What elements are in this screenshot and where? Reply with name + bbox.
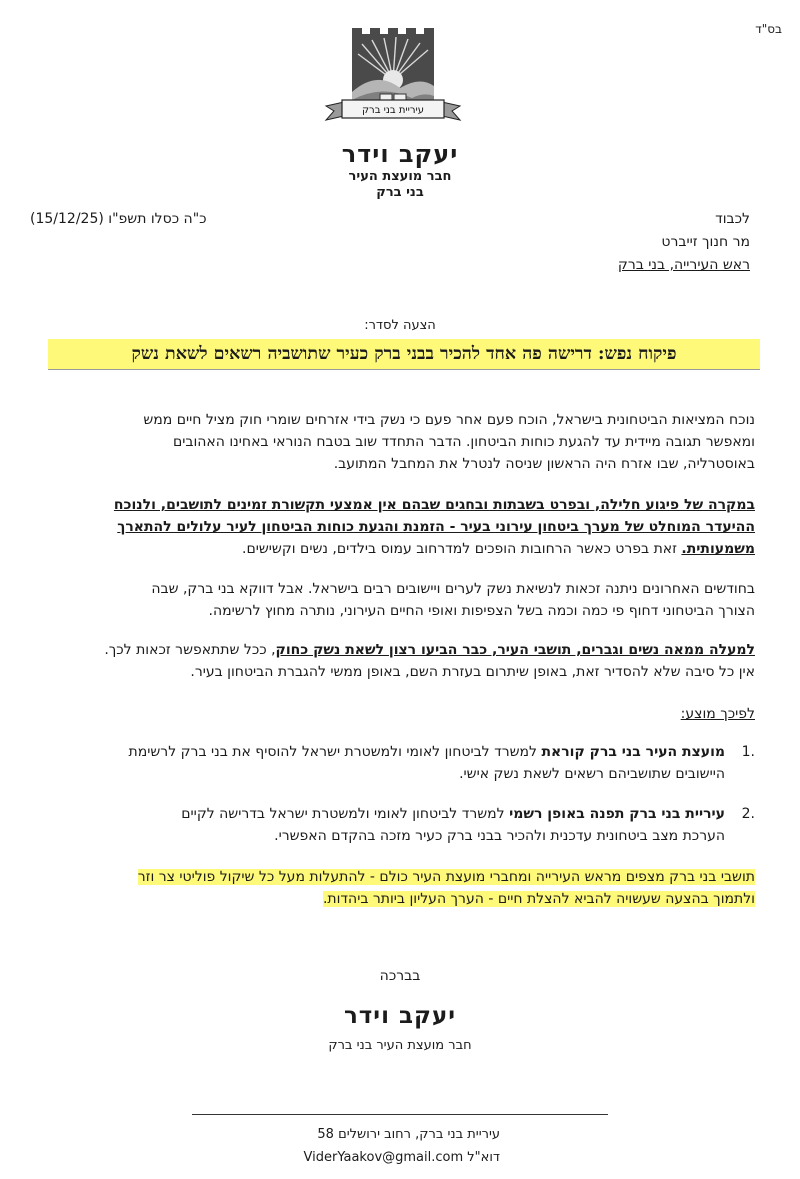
- proposal-label: לפיכך מוצע:: [680, 706, 755, 722]
- paragraph-4-line-2: אין כל סיבה שלא להסדיר זאת, באופן שיתרום בעזרת השם, באופן ממשי להגברת הביטחון בעיר.: [190, 664, 755, 680]
- recipient-line-2: מר חנוך זייברט: [661, 234, 750, 250]
- agenda-label: הצעה לסדר:: [364, 318, 436, 333]
- header-city: בני ברק: [376, 185, 424, 200]
- footer-address: עיריית בני ברק, רחוב ירושלים 58: [317, 1127, 500, 1142]
- proposal-item-1-line-2: היישובים שתושביהם רשאים לשאת נשק אישי.: [459, 766, 725, 782]
- closing-line-2: [37, 888, 755, 910]
- closing-line-1-text: תושבי בני ברק מצפים מראש העירייה ומחברי מועצת העיר כולם - להתעלות מעל כל שיקול פוליטי צר וזר: [137, 869, 755, 885]
- proposal-item-2-rest: למשרד לביטחון לאומי ולמשטרת ישראל בדרישה לקיים: [181, 806, 510, 822]
- header-name: יעקב וידר: [341, 140, 459, 168]
- proposal-item-1-bold: מועצת העיר בני ברק קוראת: [541, 744, 725, 760]
- proposal-label-block: [37, 703, 755, 725]
- proposal-item-1-number: .1: [741, 744, 755, 760]
- recipient-line-1: לכבוד: [715, 211, 750, 227]
- signature-name: יעקב וידר: [343, 1003, 457, 1029]
- proposal-item-1-line-1: [37, 741, 725, 763]
- paragraph-4-line-1-bold: למעלה ממאה נשים וגברים, תושבי העיר, כבר הביעו רצון לשאת נשק כחוק: [275, 642, 755, 658]
- paragraph-2-line-3-rest: זאת בפרט כאשר הרחובות הופכים למדרחוב עמוס בילדים, נשים וקשישים.: [242, 541, 682, 557]
- paragraph-3-line-1: בחודשים האחרונים ניתנה זכאות לנשיאת נשק לערים ויישובים רבים בישראל. אבל דווקא בני ברק, שבה: [151, 581, 755, 597]
- proposal-item-2-number: .2: [741, 806, 755, 822]
- header-role: חבר מועצת העיר: [348, 169, 452, 184]
- paragraph-4: [37, 639, 755, 683]
- corner-bsd: בס"ד: [755, 22, 782, 36]
- city-emblem-logo: [322, 22, 464, 132]
- paragraph-2-line-1: במקרה של פיגוע חלילה, ובפרט בשבתות ובחגים שבהם אין אמצעי תקשורת זמינים לתושבים, ולנוכח: [113, 497, 755, 513]
- closing-paragraph: [37, 866, 755, 910]
- paragraph-4-line-1-rest: , ככל שתתאפשר זכאות לכך.: [104, 642, 276, 658]
- paragraph-2-line-3: [37, 538, 755, 560]
- closing-line-1: [37, 866, 755, 888]
- closing-line-2-text: ולתמוך בהצעה שעשויה להביא להצלת חיים - הערך העליון ביותר ביהדות.: [322, 891, 755, 907]
- paragraph-2-line-3-bold: משמעותית.: [681, 541, 755, 557]
- logo-ribbon-text: עיריית בני ברק: [361, 105, 425, 116]
- signature-regards: בברכה: [379, 968, 421, 984]
- paragraph-3: [37, 578, 755, 622]
- paragraph-1: [37, 409, 755, 475]
- paragraph-1-line-1: נוכח המציאות הביטחונית בישראל, הוכח פעם אחר פעם כי נשק בידי אזרחים שומרי חוק מציל חיים ממש: [143, 412, 755, 428]
- proposal-title: פיקוח נפש: דרישה פה אחד להכיר בבני ברק כעיר שתושביה רשאים לשאת נשק: [48, 339, 760, 370]
- proposal-item-2-line-2: הערכת מצב ביטחונית עדכנית ולהכיר בבני ברק כעיר מזכה בהקדם האפשרי.: [274, 828, 725, 844]
- paragraph-1-line-2: ומאפשר תגובה מיידית עד להגעת כוחות הביטחון. הדבר התחדד שוב בטבח הנוראי באחינו האהובים: [172, 434, 755, 450]
- paragraph-3-line-2: הצורך הביטחוני דחוף פי כמה וכמה בשל הצפיפות ואופי החיים העירוני, נותרה מחוץ לרשימה.: [208, 603, 755, 619]
- footer-divider: [192, 1114, 608, 1115]
- footer-email-label: דוא"ל: [467, 1150, 500, 1165]
- proposal-item-1-rest: למשרד לביטחון לאומי ולמשטרת ישראל להוסיף את בני ברק לרשימת: [128, 744, 542, 760]
- paragraph-2-line-2: ההיעדר המוחלט של מערך ביטחון עירוני בעיר - הזמנת והגעת כוחות הביטחון לעיר עלולים להתארך: [117, 519, 755, 535]
- signature-title: חבר מועצת העיר בני ברק: [328, 1038, 472, 1053]
- footer-email-line: [304, 1150, 500, 1165]
- proposal-item-1: [37, 741, 755, 785]
- letter-date: כ"ה כסלו תשפ"ו (15/12/25): [30, 211, 207, 227]
- proposal-item-2-bold: עיריית בני ברק תפנה באופן רשמי: [509, 806, 725, 822]
- proposal-item-2: [37, 803, 755, 847]
- paragraph-2: [37, 494, 755, 560]
- recipient-line-3: ראש העירייה, בני ברק: [617, 257, 750, 273]
- paragraph-4-line-1: [37, 639, 755, 661]
- footer-email[interactable]: ViderYaakov@gmail.com: [303, 1150, 464, 1165]
- paragraph-1-line-3: באוסטרליה, שבו אזרח היה הראשון שניסה לנטרל את המחבל המתועב.: [333, 456, 755, 472]
- proposal-item-2-line-1: [37, 803, 725, 825]
